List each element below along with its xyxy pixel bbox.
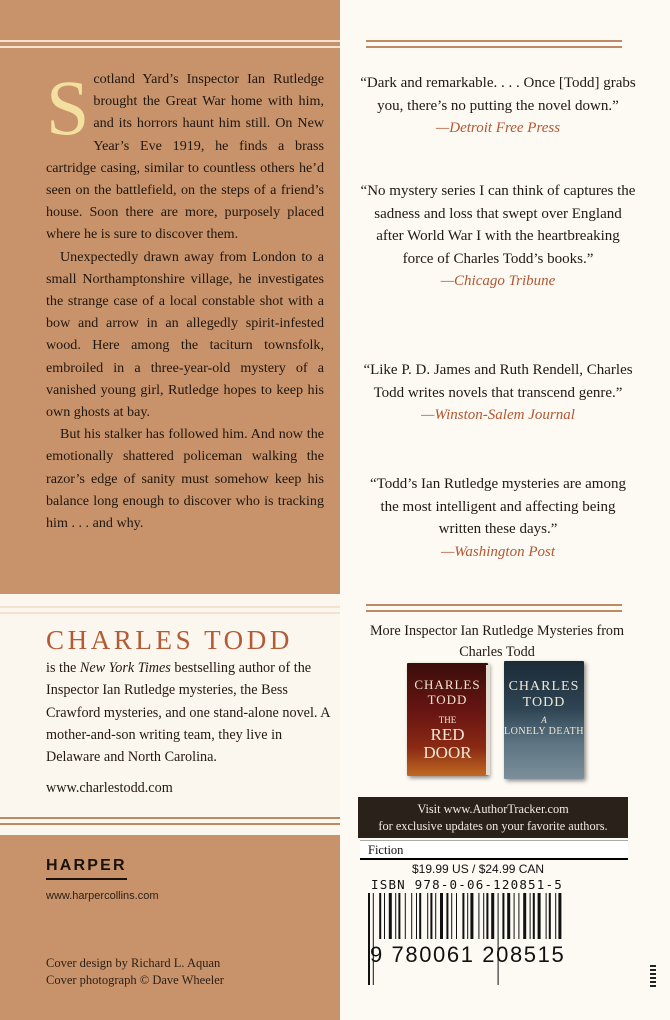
isbn: ISBN 978-0-06-120851-5 [371, 877, 563, 892]
barcode-bar [411, 893, 412, 939]
price: $19.99 US / $24.99 CAN [412, 862, 545, 876]
barcode-bar [483, 893, 484, 939]
barcode-bar [486, 893, 488, 939]
quote-source: —Detroit Free Press [435, 120, 561, 136]
book-cover-red-door: CHARLES TODD THE RED DOOR [407, 663, 488, 776]
barcode-bar [546, 893, 547, 939]
divider [0, 40, 340, 42]
review-quote: “Todd’s Ian Rutledge mysteries are among the most intelligent and affecting being written these days.” —Washington Post [360, 473, 636, 563]
barcode-bar [558, 893, 561, 939]
barcode [368, 893, 630, 985]
synopsis-paragraph: Unexpectedly drawn away from London to a small Northamptonshire village, he investigates the strange case of a local constable shot with a bow and arrow in an allegedly spirit-infested wood. Here among the taciturn townsfolk, embroiled in a three-year-old mystery of a vanished young girl, Rutledge hopes to keep his own ghosts at bay. [46, 248, 324, 421]
divider [366, 40, 622, 42]
newspaper-title: New York Times [79, 660, 171, 676]
barcode-bar [451, 893, 452, 939]
review-quote: “Dark and remarkable. . . . Once [Todd] grabs you, there’s no putting the novel down.” —Detroit Free Press [360, 72, 636, 140]
divider [0, 612, 340, 614]
barcode-bar [478, 893, 479, 939]
barcode-bar [502, 893, 504, 939]
divider [366, 604, 622, 606]
book-page-edge [486, 665, 490, 775]
barcode-bar [373, 893, 374, 985]
barcode-bar [530, 893, 531, 939]
barcode-bar [419, 893, 421, 939]
barcode-bar [507, 893, 510, 939]
quote-source: —Chicago Tribune [440, 273, 556, 289]
synopsis-text: cotland Yard’s Inspector Ian Rutledge brought the Great War home with him, and its horrors haunt him still. On New Year’s Eve 1919, he finds a brass cartridge casing, similar to countless others he’d seen on the battlefield, on the steps of a friend’s house. Soon there are more, purposely placed where he is sure to discover them. [46, 71, 324, 243]
barcode-bar [368, 893, 370, 985]
barcode-bar [440, 893, 443, 939]
barcode-bar [467, 893, 468, 939]
synopsis-paragraph [46, 64, 324, 246]
divider [366, 610, 622, 612]
barcode-bar [398, 893, 400, 939]
barcode-bar [435, 893, 436, 939]
photo-credit: Cover photograph © Dave Wheeler [46, 973, 224, 987]
barcode-bar [379, 893, 381, 939]
divider [0, 606, 340, 608]
barcode-bar [416, 893, 417, 939]
category-label: Fiction [360, 840, 628, 860]
design-credit: Cover design by Richard L. Aquan [46, 956, 221, 970]
barcode-bar [446, 893, 448, 939]
barcode-bar [538, 893, 541, 939]
divider [0, 823, 340, 825]
divider [366, 46, 622, 48]
review-quote: “Like P. D. James and Ruth Rendell, Charles Todd writes novels that transcend genre.” —Winston-Salem Journal [360, 359, 636, 427]
barcode-bar [462, 893, 464, 939]
barcode-digits: 9 780061 208515 [370, 942, 566, 967]
authortracker-banner: Visit www.AuthorTracker.com for exclusive updates on your favorite authors. [358, 797, 628, 838]
barcode-bar [518, 893, 519, 939]
barcode-bar [389, 893, 392, 939]
review-quote: “No mystery series I can think of captures the sadness and loss that swept over England after World War I with the heartbreaking force of Charles Todd’s books.” —Chicago Tribune [360, 180, 636, 293]
barcode-bar [405, 893, 406, 939]
cover-credits [46, 955, 224, 989]
author-bio: is the New York Times bestselling author of the Inspector Ian Rutledge mysteries, the Bess Crawford mysteries, and one stand-alone novel. A mother-and-son writing team, they live in Delaware and North Carolina. [46, 660, 330, 766]
barcode-bar [549, 893, 551, 939]
publisher-logo: HARPER [46, 857, 127, 880]
barcode-addon [650, 965, 656, 987]
barcode-bar [498, 893, 499, 985]
author-website: www.charlestodd.com [46, 780, 173, 796]
quote-source: —Washington Post [440, 543, 556, 560]
barcode-bar [395, 893, 396, 939]
barcode-bar [523, 893, 526, 939]
barcode-bar [427, 893, 428, 939]
quote-source: —Winston-Salem Journal [421, 407, 575, 423]
barcode-bar [491, 893, 494, 939]
synopsis [46, 64, 324, 534]
barcode-bar [430, 893, 432, 939]
barcode-bar [555, 893, 556, 939]
synopsis-paragraph: But his stalker has followed him. And now the emotionally shattered policeman walking the razor’s edge of sanity must somehow keep his balance long enough to discover who is tracking him . . . and why. [46, 426, 324, 532]
barcode-bar [470, 893, 473, 939]
barcode-bar [456, 893, 457, 939]
drop-cap: S [46, 64, 90, 151]
author-name: CHARLES TODD [46, 625, 293, 655]
barcode-bar [514, 893, 515, 939]
publisher-url: www.harpercollins.com [46, 890, 159, 902]
barcode-bar [533, 893, 535, 939]
more-books-heading: More Inspector Ian Rutledge Mysteries from Charles Todd [369, 623, 625, 660]
divider [0, 46, 340, 48]
divider [0, 817, 340, 819]
book-cover-lonely-death: CHARLES TODD A LONELY DEATH [504, 661, 584, 779]
barcode-bar [384, 893, 385, 939]
